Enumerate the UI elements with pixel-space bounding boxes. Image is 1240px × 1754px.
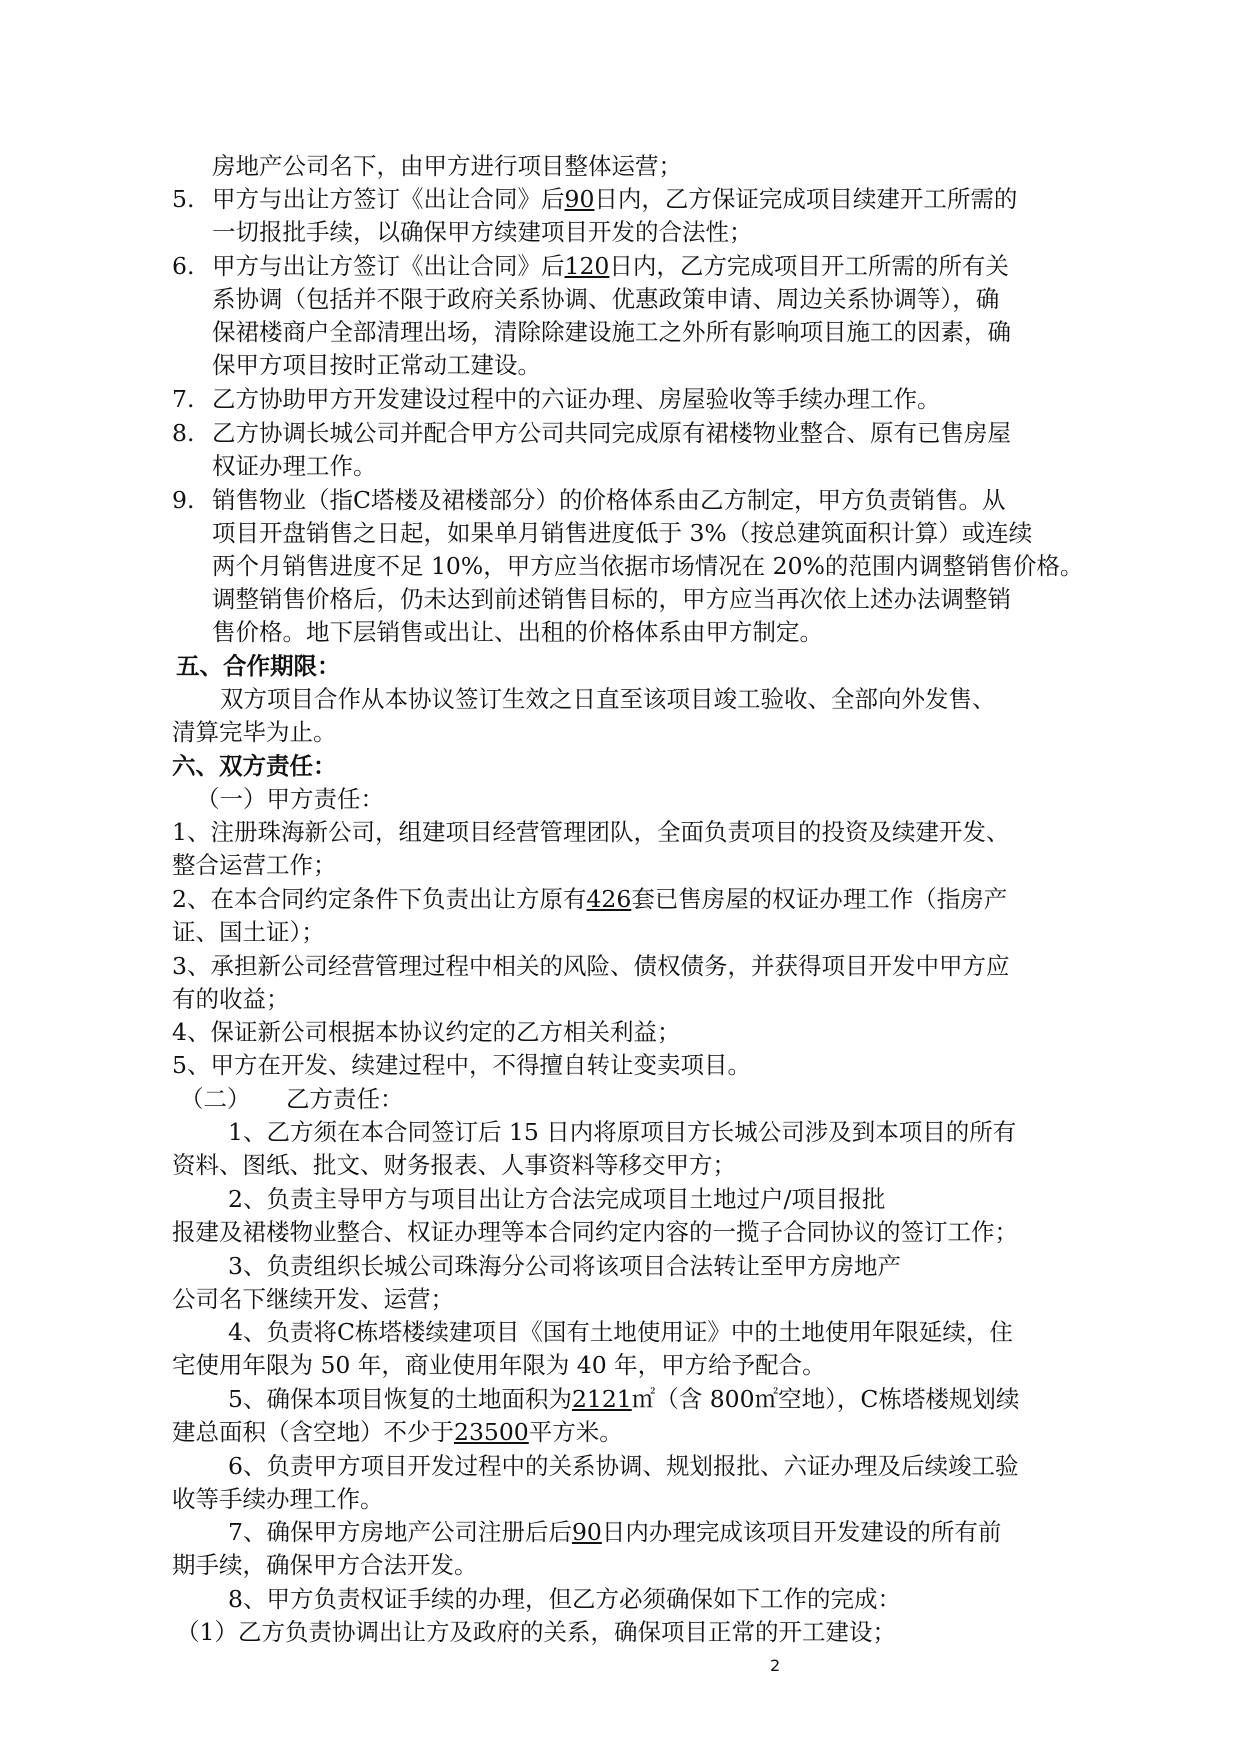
list-number: 7. bbox=[172, 385, 195, 413]
underlined-area: 23500 bbox=[454, 1418, 529, 1446]
duty-line: 4、保证新公司根据本协议约定的乙方相关利益； bbox=[172, 1018, 681, 1046]
list-number: 6. bbox=[172, 252, 195, 280]
duty-line: 期手续，确保甲方合法开发。 bbox=[172, 1551, 478, 1579]
duty-line: 公司名下继续开发、运营； bbox=[172, 1285, 454, 1313]
duty-line: 2、负责主导甲方与项目出让方合法完成项目土地过户/项目报批 bbox=[228, 1185, 886, 1213]
text-run: 平方米。 bbox=[528, 1418, 623, 1446]
duty-line: 3、承担新公司经营管理过程中相关的风险、债权债务，并获得项目开发中甲方应 bbox=[172, 952, 1010, 980]
list-item-text bbox=[212, 185, 1017, 213]
list-number: 5. bbox=[172, 185, 195, 213]
list-item-text: 一切报批手续，以确保甲方续建项目开发的合法性； bbox=[212, 218, 753, 246]
duty-line: 1、乙方须在本合同签订后 15 日内将原项目方长城公司涉及到本项目的所有 bbox=[228, 1118, 1017, 1146]
duty-line: 8、甲方负责权证手续的办理，但乙方必须确保如下工作的完成： bbox=[228, 1585, 901, 1613]
duty-line: 宅使用年限为 50 年，商业使用年限为 40 年，甲方给予配合。 bbox=[172, 1351, 826, 1379]
section-heading: 六、双方责任： bbox=[172, 752, 337, 780]
paragraph-line: 清算完毕为止。 bbox=[172, 718, 337, 746]
section-heading: 五、合作期限： bbox=[176, 652, 341, 680]
duty-line: 报建及裙楼物业整合、权证办理等本合同约定内容的一揽子合同协议的签订工作； bbox=[172, 1218, 1018, 1246]
underlined-count: 426 bbox=[586, 885, 632, 913]
list-item-text: 项目开盘销售之日起，如果单月销售进度低于 3%（按总建筑面积计算）或连续 bbox=[212, 519, 1033, 547]
paragraph-line: 双方项目合作从本协议签订生效之日直至该项目竣工验收、全部向外发售、 bbox=[220, 685, 996, 713]
list-item-text: 乙方协调长城公司并配合甲方公司共同完成原有裙楼物业整合、原有已售房屋 bbox=[212, 419, 1011, 447]
text-run: 日内，乙方完成项目开工所需的所有关 bbox=[609, 252, 1009, 280]
text-run: 2、在本合同约定条件下负责出让方原有 bbox=[172, 885, 587, 913]
duty-subitem-line: （1）乙方负责协调出让方及政府的关系，确保项目正常的开工建设； bbox=[176, 1618, 896, 1646]
list-item-text: 乙方协助甲方开发建设过程中的六证办理、房屋验收等手续办理工作。 bbox=[212, 385, 941, 413]
text-run: 日内办理完成该项目开发建设的所有前 bbox=[601, 1518, 1002, 1546]
duty-line: 证、国土证）； bbox=[172, 918, 325, 946]
list-item-text: 调整销售价格后，仍未达到前述销售目标的，甲方应当再次依上述办法调整销 bbox=[212, 585, 1011, 613]
duty-line: 6、负责甲方项目开发过程中的关系协调、规划报批、六证办理及后续竣工验 bbox=[228, 1452, 1019, 1480]
list-item-text: 售价格。地下层销售或出让、出租的价格体系由甲方制定。 bbox=[212, 618, 823, 646]
text-run: 7、确保甲方房地产公司注册后后 bbox=[228, 1518, 572, 1546]
list-number: 8. bbox=[172, 419, 195, 447]
continuation-line: 房地产公司名下，由甲方进行项目整体运营； bbox=[212, 152, 682, 180]
list-item-text: 保甲方项目按时正常动工建设。 bbox=[212, 351, 541, 379]
duty-line: 1、注册珠海新公司，组建项目经营管理团队，全面负责项目的投资及续建开发、 bbox=[172, 818, 1010, 846]
list-item-text: 两个月销售进度不足 10%，甲方应当依据市场情况在 20%的范围内调整销售价格。 bbox=[212, 552, 1084, 580]
duty-line: 收等手续办理工作。 bbox=[172, 1485, 384, 1513]
text-run: ㎡（含 800㎡空地），C栋塔楼规划续 bbox=[631, 1385, 1020, 1413]
duty-line: 有的收益； bbox=[172, 985, 290, 1013]
text-run: 甲方与出让方签订《出让合同》后 bbox=[212, 252, 565, 280]
duty-line: 整合运营工作； bbox=[172, 851, 337, 879]
duty-line: 资料、图纸、批文、财务报表、人事资料等移交甲方； bbox=[172, 1151, 736, 1179]
duty-line bbox=[172, 885, 1007, 913]
list-item-text: 销售物业（指C塔楼及裙楼部分）的价格体系由乙方制定，甲方负责销售。从 bbox=[212, 486, 1006, 514]
text-run: 套已售房屋的权证办理工作（指房产 bbox=[631, 885, 1008, 913]
duty-line bbox=[172, 1418, 623, 1446]
list-item-text bbox=[212, 252, 1009, 280]
text-run: 建总面积（含空地）不少于 bbox=[172, 1418, 454, 1446]
list-item-text: 保裙楼商户全部清理出场，清除除建设施工之外所有影响项目施工的因素，确 bbox=[212, 318, 1011, 346]
subsection-heading: （一）甲方责任： bbox=[196, 785, 384, 813]
underlined-days: 90 bbox=[571, 1518, 602, 1546]
list-item-text: 系协调（包括并不限于政府关系协调、优惠政策申请、周边关系协调等），确 bbox=[212, 285, 1000, 313]
underlined-days: 120 bbox=[564, 252, 610, 280]
subsection-heading: 乙方责任： bbox=[286, 1085, 404, 1113]
underlined-area: 2121 bbox=[571, 1385, 632, 1413]
duty-line bbox=[228, 1385, 1019, 1413]
duty-line: 5、甲方在开发、续建过程中，不得擅自转让变卖项目。 bbox=[172, 1051, 751, 1079]
subsection-heading-number: （二） bbox=[180, 1085, 251, 1113]
text-run: 5、确保本项目恢复的土地面积为 bbox=[228, 1385, 572, 1413]
list-number: 9. bbox=[172, 486, 195, 514]
text-run: 甲方与出让方签订《出让合同》后 bbox=[212, 185, 565, 213]
duty-line: 4、负责将C栋塔楼续建项目《国有土地使用证》中的土地使用年限延续，住 bbox=[228, 1318, 1013, 1346]
duty-line: 3、负责组织长城公司珠海分公司将该项目合法转让至甲方房地产 bbox=[228, 1252, 901, 1280]
duty-line bbox=[228, 1518, 1001, 1546]
page-number: 2 bbox=[770, 1656, 781, 1675]
text-run: 日内，乙方保证完成项目续建开工所需的 bbox=[594, 185, 1018, 213]
list-item-text: 权证办理工作。 bbox=[212, 452, 377, 480]
underlined-days: 90 bbox=[564, 185, 595, 213]
